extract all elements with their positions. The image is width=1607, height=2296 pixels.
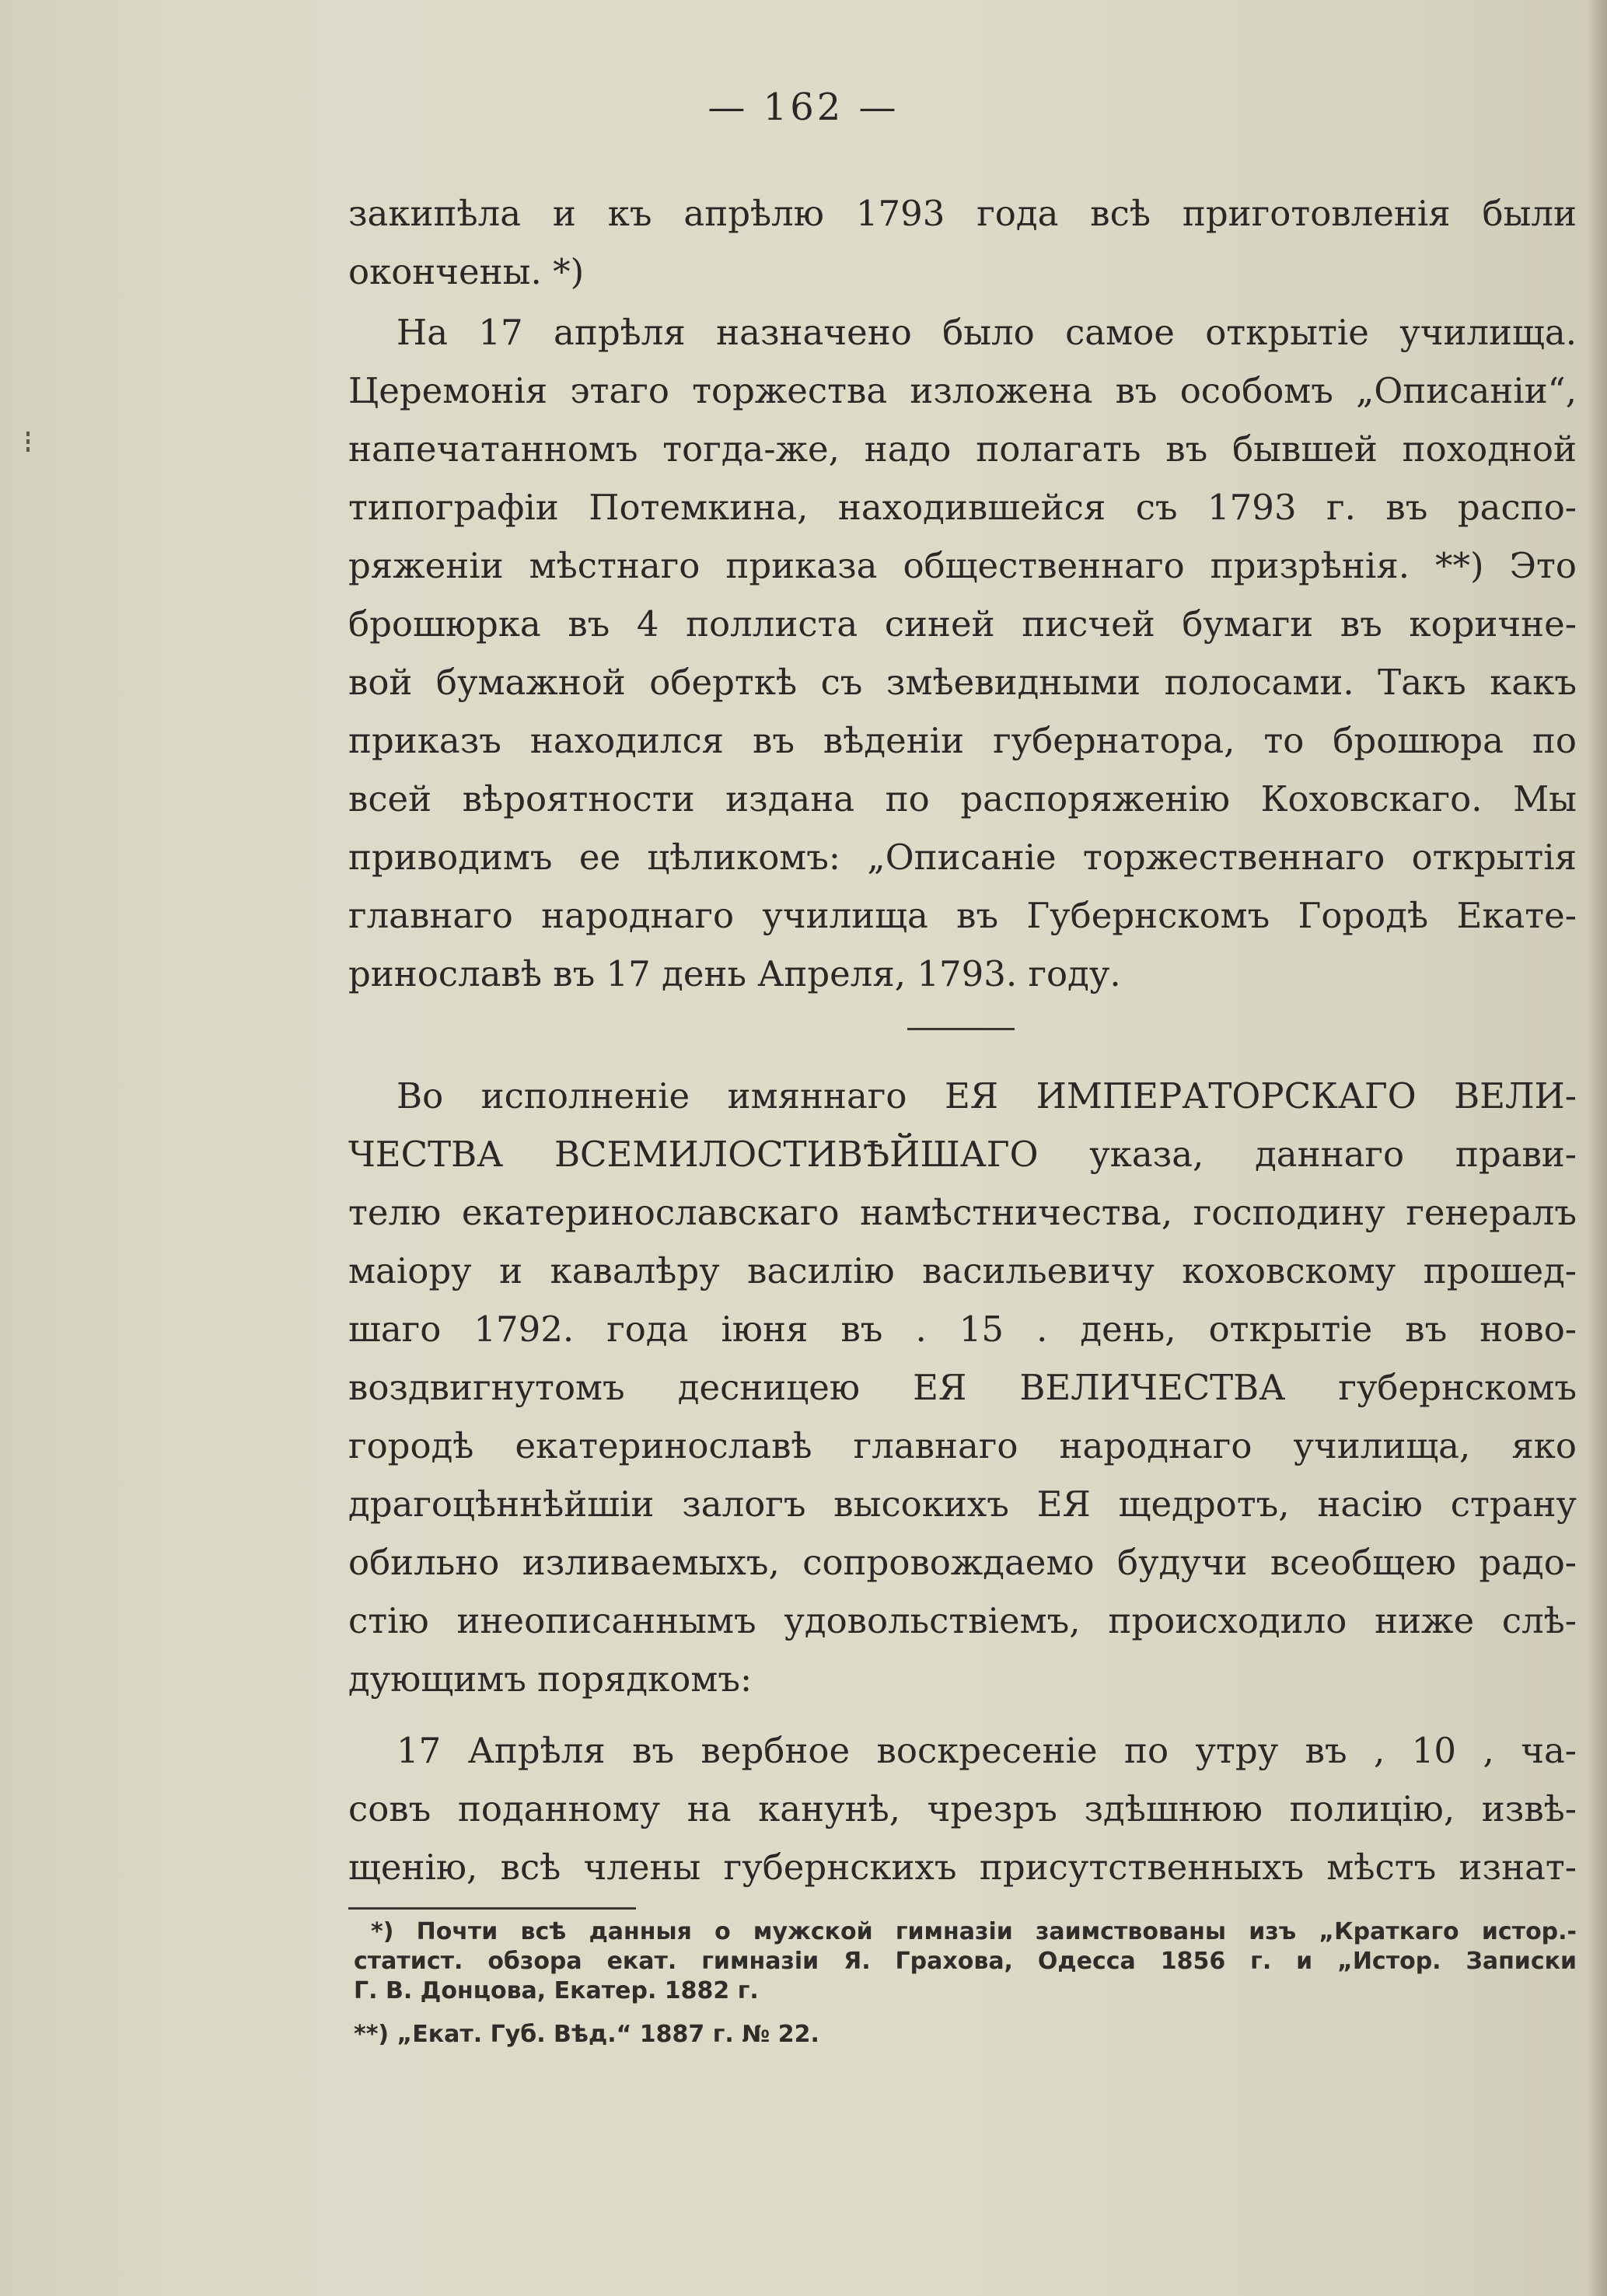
footnote-line: **) „Екат. Губ. Вѣд.“ 1887 г. № 22. [354,2021,819,2048]
text-line: воздвигнутомъ десницею ЕЯ ВЕЛИЧЕСТВА губернскомъ [348,1367,1577,1408]
page-edge-shadow [1587,0,1607,2296]
text-line: городѣ екатеринославѣ главнаго народнаго училища, яко [348,1425,1577,1466]
text-line: На 17 апрѣля назначено было самое открытіе училища. [397,312,1577,353]
footnote-1 [354,1917,1577,2006]
text-line: приказъ находился въ вѣденіи губернатора, то брошюра по [348,720,1577,761]
section-divider [907,1028,1015,1030]
paragraph-continuation [348,184,1577,301]
text-line: брошюрка въ 4 поллиста синей писчей бумаги въ коричне- [348,603,1577,645]
text-line: дующимъ порядкомъ: [348,1658,753,1700]
text-line: шаго 1792. года іюня въ . 15 . день, открытіе въ ново- [348,1309,1577,1350]
footnote-line: *) Почти всѣ данныя о мужской гимназіи заимствованы изъ „Краткаго истор.- [371,1918,1577,1945]
text-line: совъ поданному на канунѣ, чрезръ здѣшнюю полицію, извѣ- [348,1788,1577,1829]
text-line: ЧЕСТВА ВСЕМИЛОСТИВѢЙШАГО указа, даннаго прави- [348,1134,1577,1175]
text-line: окончены. *) [348,251,585,292]
footnote-rule [348,1907,636,1910]
text-line: щенію, всѣ члены губернскихъ присутственныхъ мѣстъ изнат- [348,1847,1577,1888]
paragraph-ceremony [348,1721,1577,1896]
text-line: Церемонія этаго торжества изложена въ особомъ „Описаніи“, [348,370,1577,411]
text-line: напечатанномъ тогда-же, надо полагать въ бывшей походной [348,428,1577,470]
footnotes [354,1917,1577,2050]
text-line: 17 Апрѣля въ вербное воскресеніе по утру въ , 10 , ча- [397,1730,1577,1771]
footnote-line: Г. В. Донцова, Екатер. 1882 г. [354,1977,759,2004]
text-line: закипѣла и къ апрѣлю 1793 года всѣ приготовленія были [348,193,1577,234]
text-line: всей вѣроятности издана по распоряженію Коховскаго. Мы [348,778,1577,820]
text-line: Во исполненіе имяннаго ЕЯ ИМПЕРАТОРСКАГО ВЕЛИ- [397,1075,1577,1117]
text-line: драгоцѣннѣйшіи залогъ высокихъ ЕЯ щедротъ, насію страну [348,1483,1577,1525]
paragraph-decree [348,1067,1577,1708]
text-line: приводимъ ее цѣликомъ: „Описаніе торжественнаго открытія [348,837,1577,878]
text-line: обильно изливаемыхъ, сопровождаемо будучи всеобщею радо- [348,1542,1577,1583]
text-line: телю екатеринославскаго намѣстничества, господину генералъ [348,1192,1577,1233]
text-line: маіору и кавалѣру василію васильевичу коховскому прошед- [348,1250,1577,1291]
footnote-line: статист. обзора екат. гимназіи Я. Грахова, Одесса 1856 г. и „Истор. Записки [354,1948,1577,1975]
footnote-2 [354,2020,1577,2050]
text-line: стію инеописаннымъ удовольствіемъ, происходило ниже слѣ- [348,1600,1577,1641]
text-line: вой бумажной оберткѣ съ змѣевидными полосами. Такъ какъ [348,662,1577,703]
text-line: типографіи Потемкина, находившейся съ 1793 г. въ распо- [348,487,1577,528]
text-line: главнаго народнаго училища въ Губернскомъ Городѣ Екате- [348,895,1577,936]
margin-marks [26,432,31,455]
page-number: — 162 — [707,86,900,129]
text-line: ринославѣ въ 17 день Апреля, 1793. году. [348,953,1121,994]
paragraph-opening-description [348,303,1577,1003]
text-line: ряженіи мѣстнаго приказа общественнаго призрѣнія. **) Это [348,545,1577,586]
